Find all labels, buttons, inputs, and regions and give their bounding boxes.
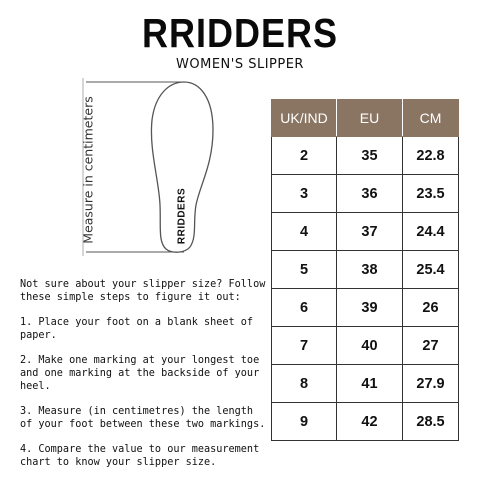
instruction-step: 4. Compare the value to our measurement chart to know your slipper size.: [20, 444, 260, 468]
table-row: [272, 175, 459, 213]
brand-logo: RRIDDERS: [141, 10, 338, 56]
instruction-step: 2. Make one marking at your longest toe and one marking at the backside of your heel.: [20, 355, 260, 392]
cell-cm: 28.5: [403, 403, 459, 441]
cell-eu: 38: [337, 251, 403, 289]
instructions-intro: Not sure about your slipper size? Follow these simple steps to figure it out:: [20, 279, 266, 303]
cell-eu: 39: [337, 289, 403, 327]
cell-eu: 35: [337, 137, 403, 175]
table-row: [272, 251, 459, 289]
table-row: [272, 327, 459, 365]
cell-uk: 9: [272, 403, 337, 441]
cell-uk: 8: [272, 365, 337, 403]
cell-eu: 36: [337, 175, 403, 213]
header-eu: EU: [337, 100, 403, 137]
table-row: [272, 365, 459, 403]
cell-eu: 40: [337, 327, 403, 365]
cell-cm: 27: [403, 327, 459, 365]
instruction-step: 3. Measure (in centimetres) the length of your foot between these two markings.: [20, 406, 266, 430]
cell-eu: 37: [337, 213, 403, 251]
cell-uk: 3: [272, 175, 337, 213]
cell-uk: 7: [272, 327, 337, 365]
cell-cm: 24.4: [403, 213, 459, 251]
sizing-instructions: [20, 278, 270, 481]
measure-label: Measure in centimeters: [80, 96, 96, 244]
cell-cm: 23.5: [403, 175, 459, 213]
cell-cm: 26: [403, 289, 459, 327]
cell-cm: 22.8: [403, 137, 459, 175]
size-chart-table: [271, 99, 459, 441]
cell-eu: 42: [337, 403, 403, 441]
header-cm: CM: [403, 100, 459, 137]
header-uk-ind: UK/IND: [272, 100, 337, 137]
cell-cm: 27.9: [403, 365, 459, 403]
cell-uk: 4: [272, 213, 337, 251]
cell-uk: 2: [272, 137, 337, 175]
sole-brand-text: RRIDDERS: [176, 187, 188, 245]
table-row: [272, 289, 459, 327]
table-row: [272, 403, 459, 441]
instruction-step: 1. Place your foot on a blank sheet of paper.: [20, 317, 254, 341]
product-subtitle: WOMEN'S SLIPPER: [176, 57, 304, 72]
table-row: [272, 213, 459, 251]
size-chart-header-row: [272, 100, 459, 137]
cell-eu: 41: [337, 365, 403, 403]
cell-cm: 25.4: [403, 251, 459, 289]
cell-uk: 5: [272, 251, 337, 289]
cell-uk: 6: [272, 289, 337, 327]
table-row: [272, 137, 459, 175]
